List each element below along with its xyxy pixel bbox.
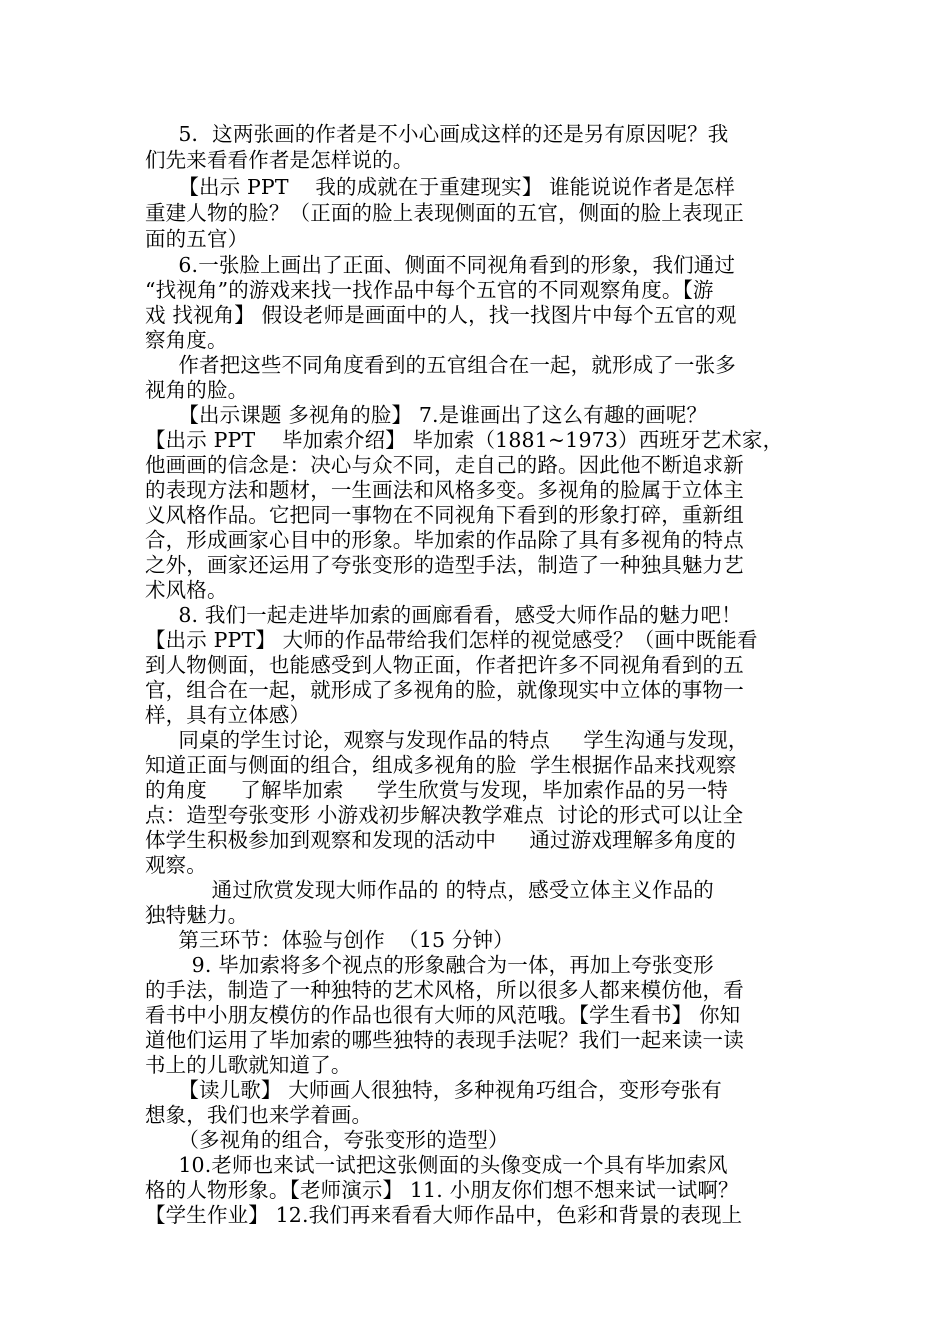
text-line: 8. 我们一起走进毕加索的画廊看看，感受大师作品的魅力吧！ bbox=[145, 603, 742, 627]
text-line: 到人物侧面，也能感受到人物正面，作者把许多不同视角看到的五 bbox=[145, 653, 744, 677]
section-heading: 第三环节：体验与创作 （15 分钟） bbox=[145, 928, 514, 952]
text-line: 想象，我们也来学着画。 bbox=[145, 1103, 373, 1127]
text-line: 6.一张脸上画出了正面、侧面不同视角看到的形象，我们通过 bbox=[145, 253, 736, 277]
text-line: 的角度 了解毕加索 学生欣赏与发现，毕加索作品的另一特 bbox=[145, 778, 728, 802]
text-line: 通过欣赏发现大师作品的 的特点，感受立体主义作品的 bbox=[145, 878, 714, 902]
text-line: 【读儿歌】 大师画人很独特，多种视角巧组合，变形夸张有 bbox=[145, 1078, 722, 1102]
text-line: 面的五官） bbox=[145, 227, 249, 251]
text-line: 格的人物形象。【老师演示】 11. 小朋友你们想不想来试一试啊？ bbox=[145, 1178, 739, 1202]
text-line: 看书中小朋友模仿的作品也很有大师的风范哦。【学生看书】 你知 bbox=[145, 1003, 741, 1027]
text-line: 的表现方法和题材，一生画法和风格多变。多视角的脸属于立体主 bbox=[145, 478, 744, 502]
text-line: 术风格。 bbox=[145, 578, 228, 602]
text-line: 知道正面与侧面的组合，组成多视角的脸 学生根据作品来找观察 bbox=[145, 753, 737, 777]
text-line: 观察。 bbox=[145, 853, 207, 877]
text-line: 点：造型夸张变形 小游戏初步解决教学难点 讨论的形式可以让全 bbox=[145, 803, 744, 827]
text-line: 样，具有立体感） bbox=[145, 703, 311, 727]
text-line: 之外，画家还运用了夸张变形的造型手法，制造了一种独具魅力艺 bbox=[145, 553, 744, 577]
text-line: 们先来看看作者是怎样说的。 bbox=[145, 148, 414, 172]
text-line: 同桌的学生讨论，观察与发现作品的特点 学生沟通与发现， bbox=[145, 728, 749, 752]
text-line: 作者把这些不同角度看到的五官组合在一起，就形成了一张多 bbox=[145, 353, 736, 377]
text-line: 【出示课题 多视角的脸】 7.是谁画出了这么有趣的画呢？ bbox=[145, 403, 708, 427]
text-line: （多视角的组合，夸张变形的造型） bbox=[145, 1128, 509, 1152]
text-line: 5．这两张画的作者是不小心画成这样的还是另有原因呢？我 bbox=[145, 122, 729, 146]
text-line: 【出示 PPT 毕加索介绍】 毕加索（1881~1973）西班牙艺术家， bbox=[145, 428, 784, 452]
text-line: 重建人物的脸？（正面的脸上表现侧面的五官，侧面的脸上表现正 bbox=[145, 201, 744, 225]
text-line: 体学生积极参加到观察和发现的活动中 通过游戏理解多角度的 bbox=[145, 828, 736, 852]
text-line: 【出示 PPT】 大师的作品带给我们怎样的视觉感受？（画中既能看 bbox=[145, 628, 758, 652]
text-line: 察角度。 bbox=[145, 328, 228, 352]
text-line: 视角的脸。 bbox=[145, 378, 249, 402]
text-line: 官，组合在一起，就形成了多视角的脸，就像现实中立体的事物一 bbox=[145, 678, 744, 702]
text-line: “找视角”的游戏来找一找作品中每个五官的不同观察角度。【游 bbox=[145, 278, 714, 302]
text-line: 道他们运用了毕加索的哪些独特的表现手法呢？我们一起来读一读 bbox=[145, 1028, 744, 1052]
text-line: 独特魅力。 bbox=[145, 903, 249, 927]
text-line: 合，形成画家心目中的形象。毕加索的作品除了具有多视角的特点 bbox=[145, 528, 744, 552]
text-line: 戏 找视角】 假设老师是画面中的人，找一找图片中每个五官的观 bbox=[145, 303, 737, 327]
text-line: 10.老师也来试一试把这张侧面的头像变成一个具有毕加索风 bbox=[145, 1153, 728, 1177]
text-line: 【出示 PPT 我的成就在于重建现实】 谁能说说作者是怎样 bbox=[145, 175, 735, 199]
text-line: 的手法，制造了一种独特的艺术风格，所以很多人都来模仿他，看 bbox=[145, 978, 744, 1002]
text-line: 9. 毕加索将多个视点的形象融合为一体，再加上夸张变形 bbox=[145, 953, 714, 977]
text-line: 他画画的信念是：决心与众不同，走自己的路。因此他不断追求新 bbox=[145, 453, 744, 477]
text-line: 义风格作品。它把同一事物在不同视角下看到的形象打碎，重新组 bbox=[145, 503, 744, 527]
text-line: 书上的儿歌就知道了。 bbox=[145, 1053, 352, 1077]
text-line: 【学生作业】 12.我们再来看看大师作品中，色彩和背景的表现上 bbox=[145, 1203, 743, 1227]
